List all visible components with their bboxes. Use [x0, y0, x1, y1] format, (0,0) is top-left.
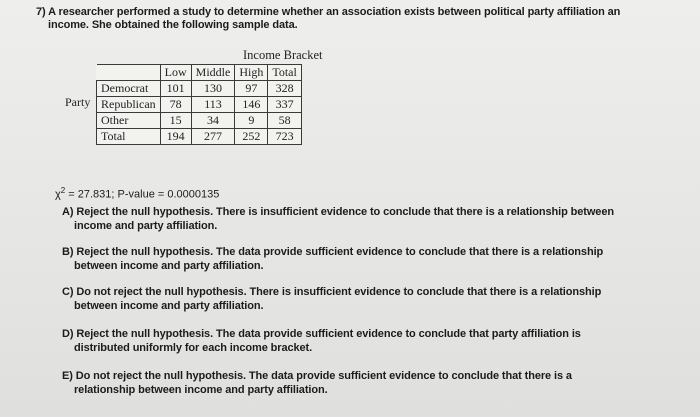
table-cell: 97: [235, 81, 268, 97]
table-cell: 113: [191, 97, 235, 113]
column-header: Middle: [191, 65, 235, 81]
table-cell: 130: [191, 81, 235, 97]
table-cell: 9: [235, 113, 268, 129]
table-row: [97, 129, 302, 145]
chi-power: 2: [60, 186, 66, 195]
column-header: Total: [268, 65, 302, 81]
option-a[interactable]: [62, 205, 614, 233]
table-row: [97, 113, 302, 129]
option-d[interactable]: [62, 327, 581, 355]
option-d-line-2: distributed uniformly for each income bracket.: [74, 342, 313, 354]
table-header-row: [97, 65, 302, 81]
table-cell: 337: [268, 97, 302, 113]
income-bracket-header: Income Bracket: [243, 48, 323, 62]
table-corner: [97, 65, 161, 81]
table-cell: 58: [268, 113, 302, 129]
table-cell: 34: [191, 113, 235, 129]
table-cell: 723: [268, 129, 302, 145]
question-line-1: 7) A researcher performed a study to determine whether an association exists between political party affiliation an: [36, 6, 621, 18]
table-cell: 328: [268, 81, 302, 97]
option-c[interactable]: [62, 285, 601, 313]
column-header: High: [235, 65, 268, 81]
option-e-line-1: E) Do not reject the null hypothesis. The data provide sufficient evidence to conclude that there is a: [62, 370, 572, 382]
table-cell: 146: [235, 97, 268, 113]
option-b-line-2: between income and party affiliation.: [74, 260, 264, 272]
option-d-line-1: D) Reject the null hypothesis. The data provide sufficient evidence to conclude that party affiliation is: [62, 328, 581, 340]
option-a-line-1: A) Reject the null hypothesis. There is insufficient evidence to conclude that there is a relationship between: [62, 206, 614, 218]
table-row: [97, 97, 302, 113]
table-cell: 277: [191, 129, 235, 145]
row-label: Republican: [97, 97, 161, 113]
option-e-line-2: relationship between income and party affiliation.: [74, 384, 328, 396]
contingency-table: [96, 64, 302, 145]
table-cell: 101: [160, 81, 191, 97]
table-cell: 252: [235, 129, 268, 145]
statistic-text: = 27.831; P-value = 0.0000135: [65, 188, 220, 201]
row-label: Democrat: [97, 81, 161, 97]
party-label: Party: [65, 95, 91, 109]
row-label: Other: [97, 113, 161, 129]
question-text: [36, 6, 686, 32]
column-header: Low: [160, 65, 191, 81]
row-label: Total: [97, 129, 161, 145]
option-a-line-2: income and party affiliation.: [74, 220, 218, 232]
question-line-2: income. She obtained the following sample data.: [48, 19, 298, 31]
test-statistic: [55, 184, 219, 202]
table-cell: 15: [160, 113, 191, 129]
option-e[interactable]: [62, 369, 572, 397]
chi-symbol: χ: [55, 188, 61, 201]
table-cell: 78: [160, 97, 191, 113]
option-c-line-1: C) Do not reject the null hypothesis. There is insufficient evidence to conclude that there is a relationship: [62, 286, 602, 298]
option-b[interactable]: [62, 245, 603, 273]
option-c-line-2: between income and party affiliation.: [74, 300, 264, 312]
option-b-line-1: B) Reject the null hypothesis. The data provide sufficient evidence to conclude that there is a relationship: [62, 246, 604, 258]
table-row: [97, 81, 302, 97]
table-cell: 194: [160, 129, 191, 145]
